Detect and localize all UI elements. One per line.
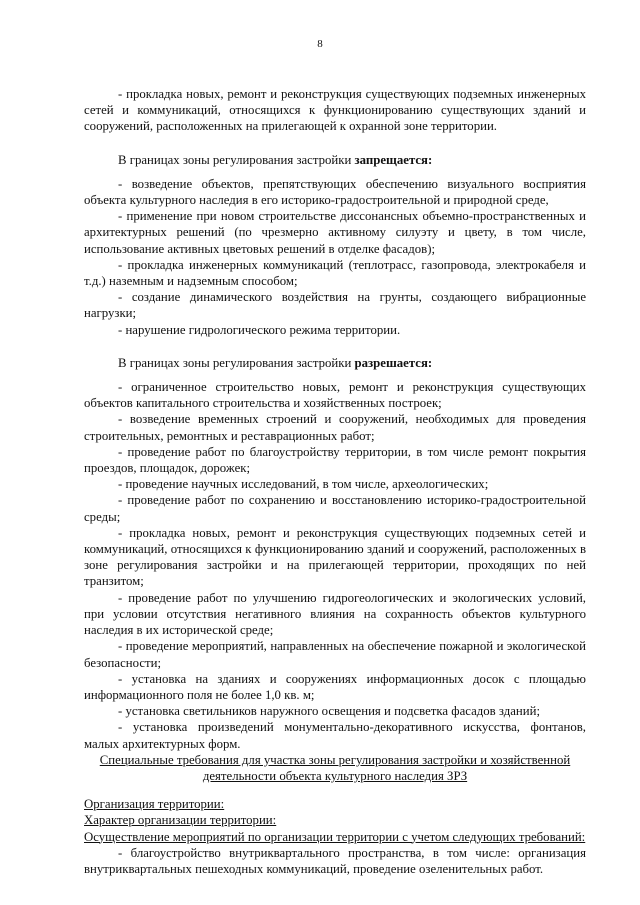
allowed-item: - ограниченное строительство новых, ремонт и реконструкция существующих объектов капитального строительства и хозяйственных построек; [84,380,586,411]
prohibited-item: - нарушение гидрологического режима территории. [118,322,401,337]
allowed-item: - проведение работ по сохранению и восстановлению историко-градостроительной среды; [84,493,586,524]
allowed-item: - проведение научных исследований, в том числе, археологических; [118,477,489,492]
allowed-list [84,379,586,752]
prohibited-list [84,176,586,338]
allowed-item: - возведение временных строений и сооружений, необходимых для проведения строительных, ремонтных и реставрационных работ; [84,412,586,443]
prohibited-lead: В границах зоны регулирования застройки [118,152,355,167]
measures-heading: Осуществление мероприятий по организации территории с учетом следующих требований: [84,829,586,844]
allowed-item: - установка произведений монументально-декоративного искусства, фонтанов, малых архитектурных форм. [84,720,586,751]
page-content [84,86,586,877]
allowed-item: - прокладка новых, ремонт и реконструкция существующих подземных сетей и коммуникаций, относящихся к функционированию зданий и сооружений, расположенных в зоне регулирования застройки и на прилегающей территории, проходящих по ней транзитом; [84,525,586,589]
prohibited-item: - возведение объектов, препятствующих обеспечению визуального восприятия объекта культурного наследия в его историко-градостроительной и природной среде, [84,176,586,208]
prohibited-heading [84,152,586,168]
allowed-item: - проведение работ по улучшению гидрогеологических и экологических условий, при условии отсутствия негативного влияния на сохранность объектов культурного наследия в их исторической среде; [84,590,586,638]
intro-paragraph: - прокладка новых, ремонт и реконструкция существующих подземных инженерных сетей и коммуникаций, относящихся к функционированию существующих зданий и сооружений, расположенных на прилегающей к охранной зоне территории. [84,87,586,134]
page-number: 8 [317,38,323,50]
allowed-item: - проведение мероприятий, направленных на обеспечение пожарной и экологической безопасности; [84,639,586,670]
prohibited-item: - создание динамического воздействия на грунты, создающего вибрационные нагрузки; [84,290,586,321]
allowed-item: - установка на зданиях и сооружениях информационных досок с площадью информационного поля не более 1,0 кв. м; [84,671,586,702]
allowed-lead: В границах зоны регулирования застройки [118,355,355,370]
allowed-item: - установка светильников наружного освещения и подсветка фасадов зданий; [118,704,541,719]
organization-character-heading: Характер организации территории: [84,813,277,828]
prohibited-item: - прокладка инженерных коммуникаций (теплотрасс, газопровода, электрокабеля и т.д.) наземным и надземным способом; [84,257,586,289]
allowed-heading [84,355,586,371]
special-requirements-title: Специальные требования для участка зоны регулирования застройки и хозяйственной деятельности объекта культурного наследия ЗРЗ [99,752,571,783]
measure-item: - благоустройство внутриквартального пространства, в том числе: организация внутриквартальных пешеходных коммуникаций, проведение озеленительных работ. [84,845,586,876]
special-requirements-section [84,796,586,877]
prohibited-item: - применение при новом строительстве диссонансных объемно-пространственных и архитектурных решений (по чрезмерно активному силуэту и цвету, в том числе, использование активных цветовых решений в отделке фасадов); [84,209,586,256]
allowed-item: - проведение работ по благоустройству территории, в том числе ремонт покрытия проездов, площадок, дорожек; [84,444,586,476]
prohibited-lead-bold: запрещается: [354,152,433,167]
organization-territory-heading: Организация территории: [84,797,225,812]
allowed-lead-bold: разрешается: [354,355,433,370]
